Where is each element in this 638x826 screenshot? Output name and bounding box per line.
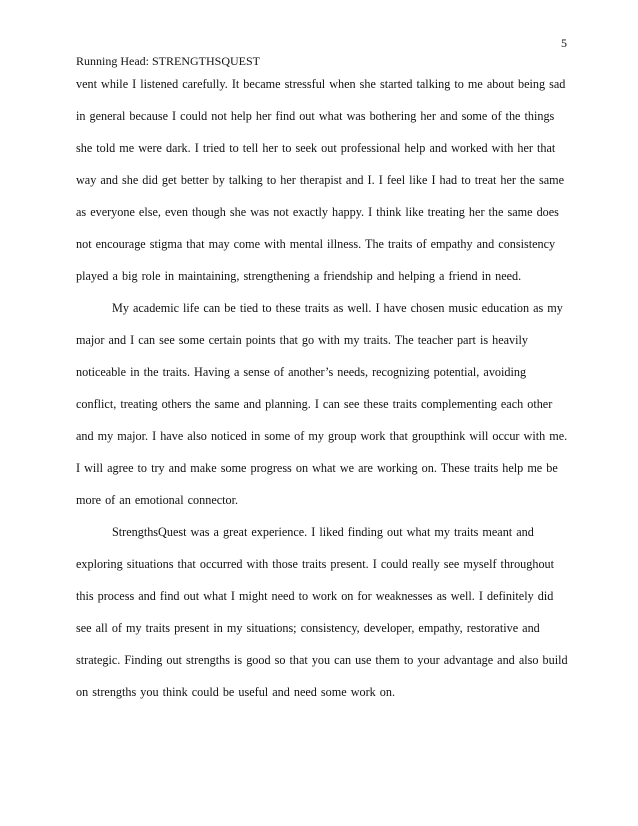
text-line: major and I can see some certain points that go with my traits. The teacher part is heavily bbox=[76, 333, 529, 347]
text-line: not encourage stigma that may come with mental illness. The traits of empathy and consistency bbox=[76, 237, 556, 251]
text-line: played a big role in maintaining, strengthening a friendship and helping a friend in need. bbox=[76, 269, 522, 283]
text-line: she told me were dark. I tried to tell her to seek out professional help and worked with her that bbox=[76, 141, 556, 155]
paragraph-3 bbox=[76, 516, 568, 708]
text-line: as everyone else, even though she was not exactly happy. I think like treating her the same does bbox=[76, 205, 559, 219]
text-line: noticeable in the traits. Having a sense of another’s needs, recognizing potential, avoiding bbox=[76, 365, 527, 379]
text-line: this process and find out what I might need to work on for weaknesses as well. I definitely did bbox=[76, 589, 554, 603]
text-line: StrengthsQuest was a great experience. I liked finding out what my traits meant and bbox=[112, 525, 534, 539]
body-text bbox=[76, 68, 568, 708]
paragraph-2 bbox=[76, 292, 568, 516]
text-line: strategic. Finding out strengths is good so that you can use them to your advantage and also build bbox=[76, 653, 568, 667]
text-line: way and she did get better by talking to her therapist and I. I feel like I had to treat her the same bbox=[76, 173, 565, 187]
text-line: see all of my traits present in my situations; consistency, developer, empathy, restorative and bbox=[76, 621, 540, 635]
running-head: Running Head: STRENGTHSQUEST bbox=[76, 54, 260, 68]
text-line: exploring situations that occurred with those traits present. I could really see myself throughout bbox=[76, 557, 555, 571]
text-line: conflict, treating others the same and planning. I can see these traits complementing each other bbox=[76, 397, 553, 411]
text-line: My academic life can be tied to these traits as well. I have chosen music education as my bbox=[112, 301, 563, 315]
text-line: on strengths you think could be useful and need some work on. bbox=[76, 685, 396, 699]
text-line: more of an emotional connector. bbox=[76, 493, 239, 507]
paragraph-1 bbox=[76, 68, 566, 292]
page-number: 5 bbox=[561, 36, 567, 50]
text-line: vent while I listened carefully. It became stressful when she started talking to me about being sad bbox=[76, 77, 566, 91]
text-line: and my major. I have also noticed in some of my group work that groupthink will occur with me. bbox=[76, 429, 568, 443]
text-line: in general because I could not help her find out what was bothering her and some of the things bbox=[76, 109, 555, 123]
text-line: I will agree to try and make some progress on what we are working on. These traits help me be bbox=[76, 461, 558, 475]
